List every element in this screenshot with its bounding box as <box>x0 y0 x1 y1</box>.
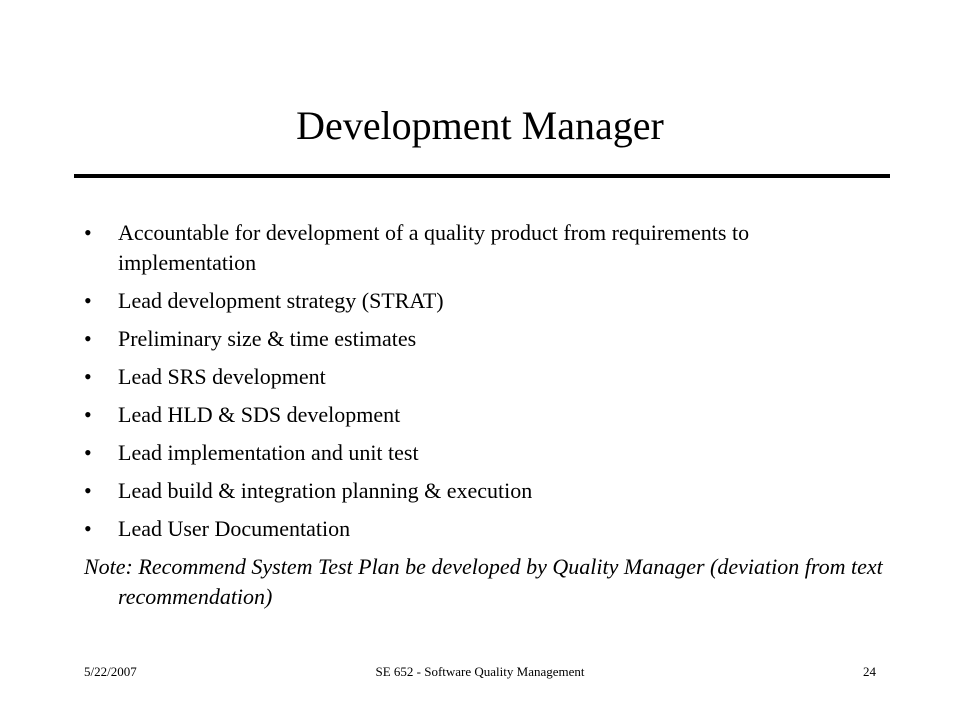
footer-page-number: 24 <box>863 664 876 679</box>
bullet-item <box>84 438 884 468</box>
bullet-icon: • <box>84 516 92 541</box>
bullet-text: Lead HLD & SDS development <box>118 402 401 427</box>
bullet-text: Lead SRS development <box>118 364 326 389</box>
footer-date: 5/22/2007 <box>84 664 137 679</box>
bullet-item <box>84 324 884 354</box>
bullet-item <box>84 476 884 506</box>
bullet-item <box>84 400 884 430</box>
bullet-icon: • <box>84 478 92 503</box>
bullet-text: Preliminary size & time estimates <box>118 326 417 351</box>
bullet-item <box>84 362 884 392</box>
bullet-icon: • <box>84 220 92 245</box>
bullet-item <box>84 218 884 278</box>
note-text: Note: Recommend System Test Plan be developed by Quality Manager (deviation from text recommendation) <box>84 554 883 609</box>
bullet-text: Lead implementation and unit test <box>118 440 419 465</box>
bullet-icon: • <box>84 288 92 313</box>
bullet-icon: • <box>84 402 92 427</box>
bullet-icon: • <box>84 440 92 465</box>
bullet-text: Lead development strategy (STRAT) <box>118 288 444 313</box>
slide-title: Development Manager <box>296 103 664 148</box>
bullet-text: Lead User Documentation <box>118 516 351 541</box>
bullet-icon: • <box>84 326 92 351</box>
bullet-text: Lead build & integration planning & execution <box>118 478 533 503</box>
bullet-icon: • <box>84 364 92 389</box>
bullet-text: Accountable for development of a quality product from requirements to implementation <box>118 220 750 275</box>
bullet-item <box>84 286 884 316</box>
footer-course-title: SE 652 - Software Quality Management <box>375 664 585 679</box>
bullet-item <box>84 514 884 544</box>
title-divider <box>74 174 890 178</box>
bullet-list <box>84 218 884 552</box>
